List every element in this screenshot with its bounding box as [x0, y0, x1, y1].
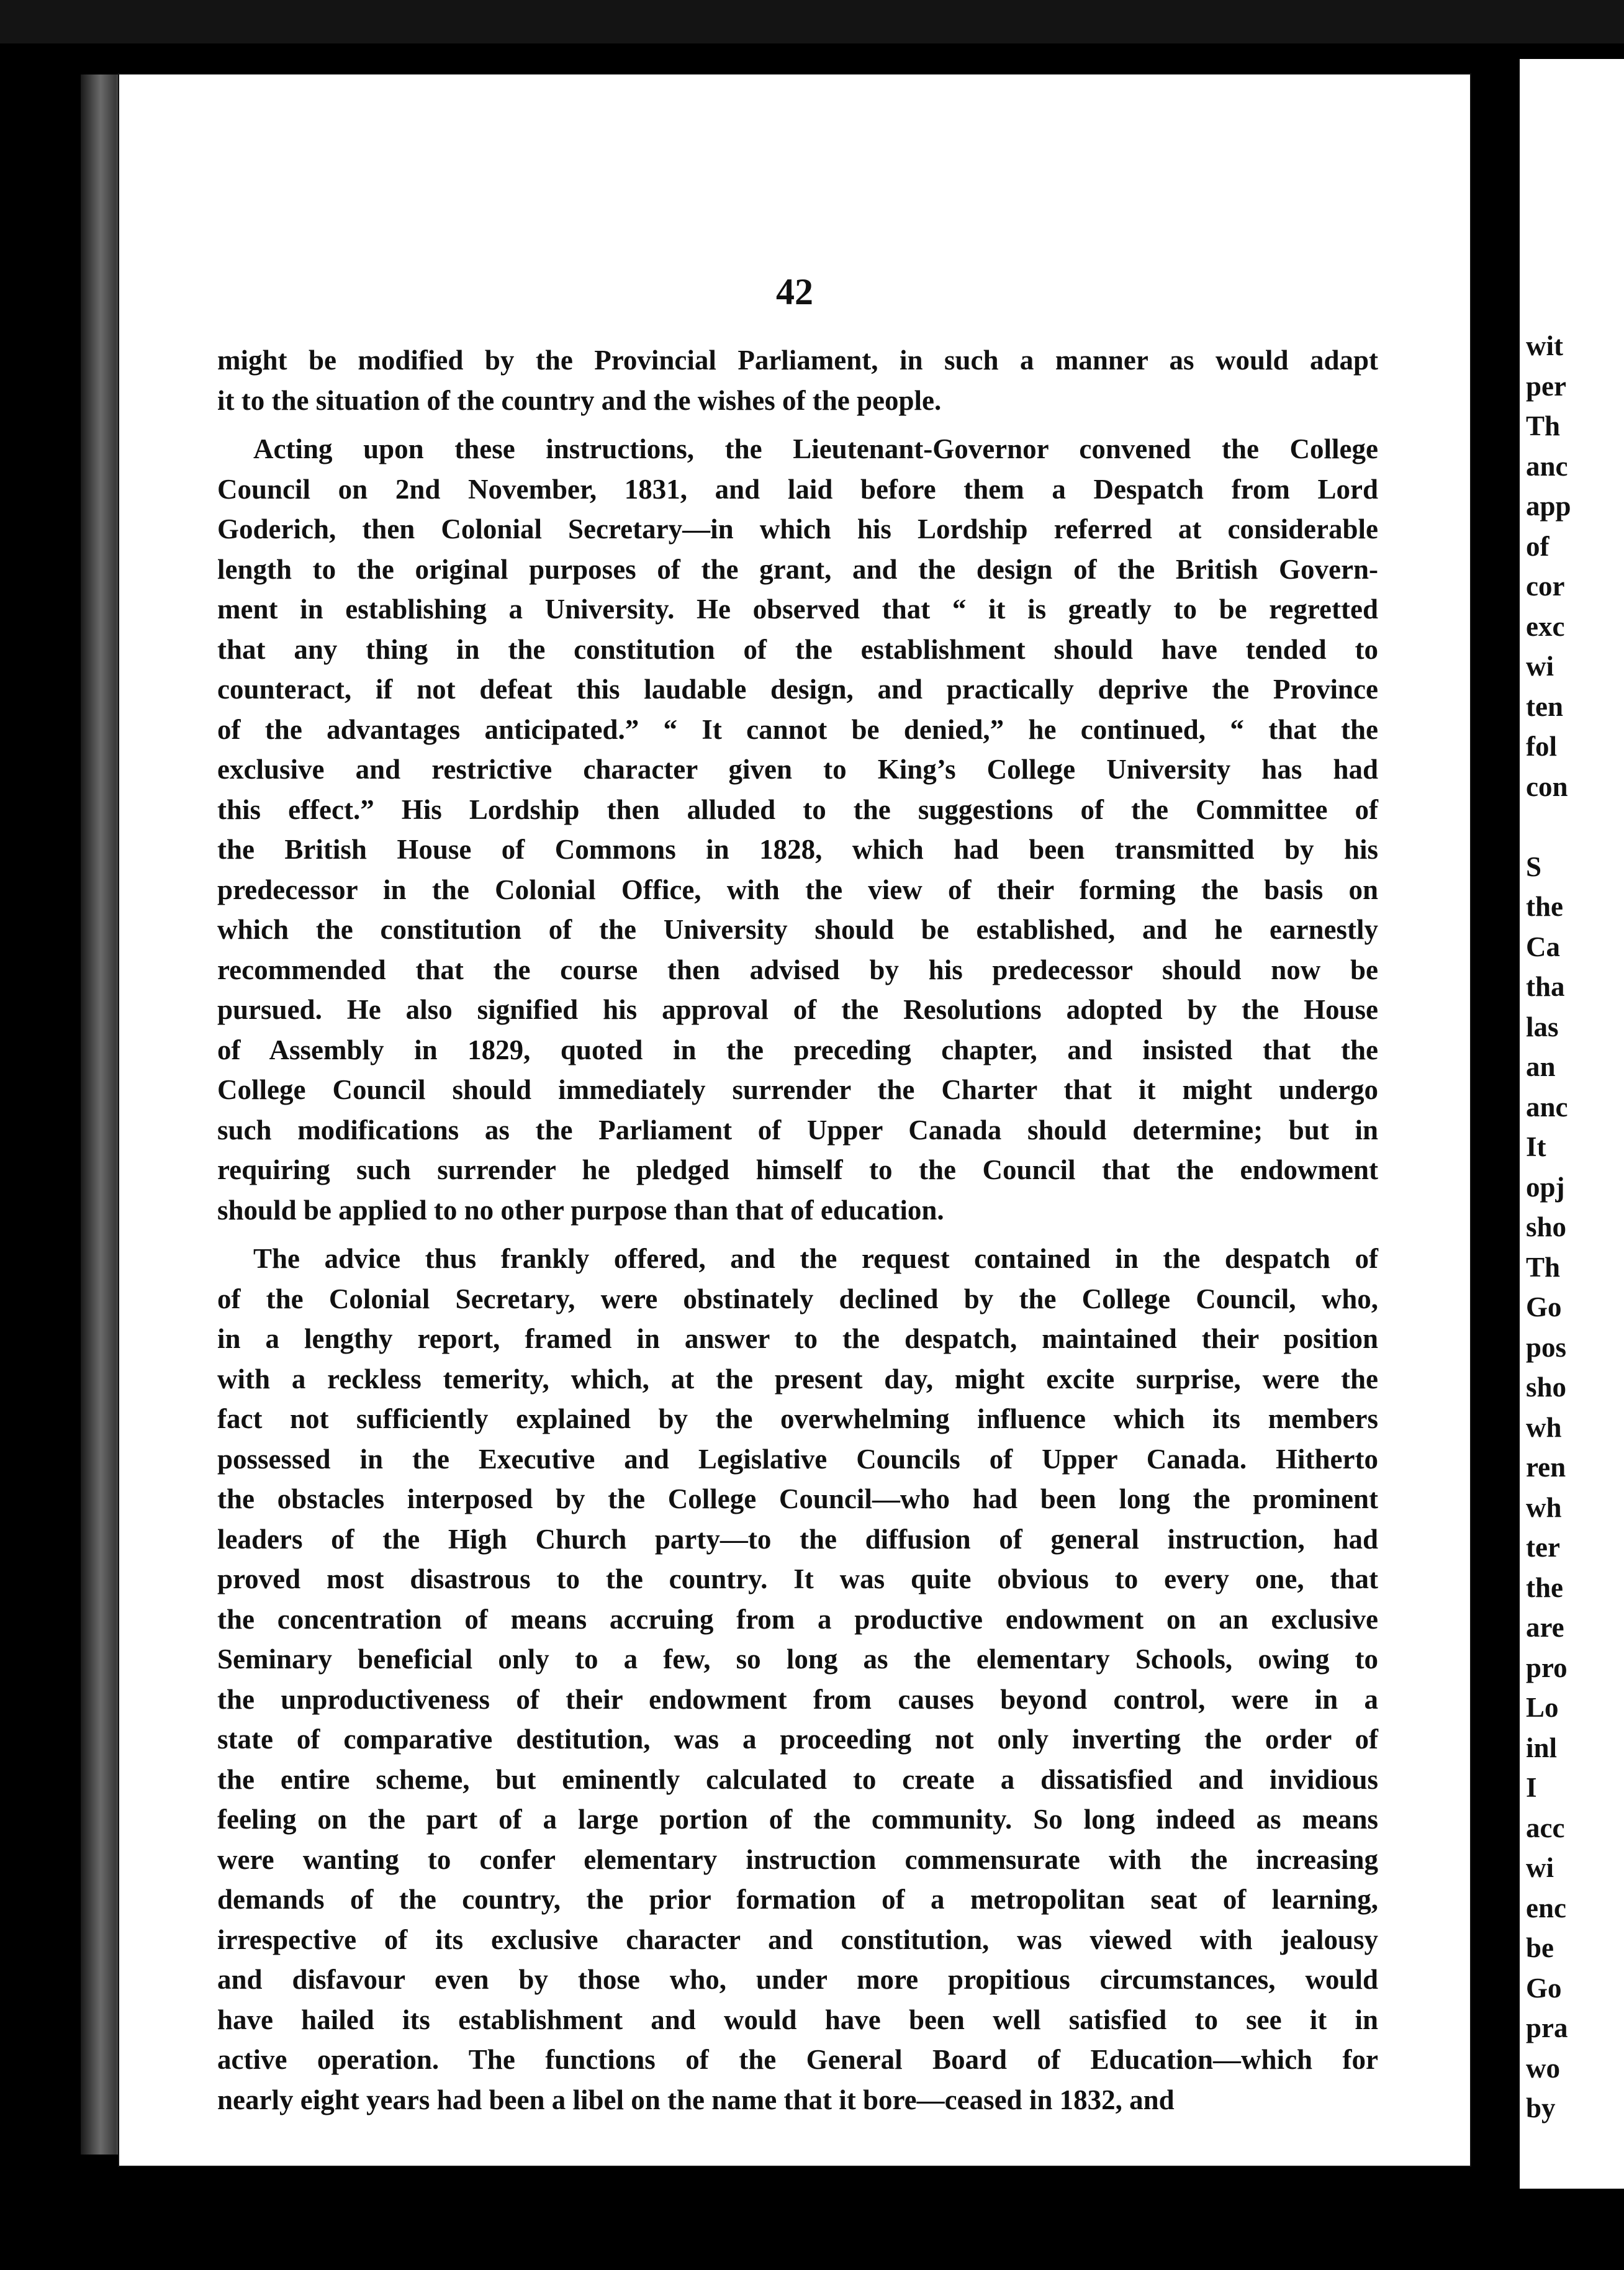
right-page-edge [1520, 59, 1624, 2189]
right-page-fragment: opj [1526, 1171, 1565, 1203]
right-page-fragment: wit [1526, 330, 1563, 361]
text-line: requiring such surrender he pledged himself to the Council that the endowment [217, 1154, 1378, 1185]
right-page-fragment: Go [1526, 1972, 1562, 2004]
text-line: fact not sufficiently explained by the overwhelming influence which its members [217, 1403, 1378, 1434]
text-line: that any thing in the constitution of the establishment should have tended to [217, 633, 1378, 665]
text-line: proved most disastrous to the country. It was quite obvious to every one, that [217, 1563, 1378, 1594]
right-page-fragment: the [1526, 891, 1563, 922]
text-line: in a lengthy report, framed in answer to the despatch, maintained their position [217, 1323, 1378, 1354]
right-page-fragment: Go [1526, 1291, 1562, 1323]
text-line: it to the situation of the country and the wishes of the people. [217, 384, 942, 416]
right-page-fragment: of [1526, 530, 1550, 562]
right-page-fragment: anc [1526, 450, 1568, 482]
paragraph [217, 429, 1378, 1230]
right-page-fragment: exc [1526, 610, 1565, 642]
text-line: such modifications as the Parliament of Upper Canada should determine; but in [217, 1114, 1378, 1146]
right-page-fragment: are [1526, 1612, 1564, 1643]
text-line: pursued. He also signified his approval of the Resolutions adopted by the House [217, 994, 1378, 1025]
right-page-fragment: by [1526, 2092, 1556, 2123]
text-line: Acting upon these instructions, the Lieutenant-Governor convened the College [253, 433, 1378, 464]
right-page-fragment: an [1526, 1051, 1556, 1082]
text-line: should be applied to no other purpose than that of education. [217, 1194, 944, 1226]
text-line: of the Colonial Secretary, were obstinately declined by the College Council, who, [217, 1283, 1378, 1314]
text-line: leaders of the High Church party—to the diffusion of general instruction, had [217, 1523, 1378, 1555]
right-page-fragment: be [1526, 1932, 1554, 1963]
right-page-fragment: acc [1526, 1812, 1565, 1843]
right-page-fragment: las [1526, 1011, 1559, 1042]
text-line: possessed in the Executive and Legislative Councils of Upper Canada. Hitherto [217, 1443, 1378, 1475]
text-line: which the constitution of the University should be established, and he earnestly [217, 914, 1378, 945]
right-page-fragment: S [1526, 851, 1542, 882]
right-page-fragment: Th [1526, 1251, 1561, 1283]
page-number: 42 [776, 271, 813, 312]
right-page-fragment: app [1526, 491, 1571, 522]
text-line: predecessor in the Colonial Office, with the view of their forming the basis on [217, 874, 1378, 905]
right-page-fragment: fol [1526, 731, 1557, 762]
text-line: irrespective of its exclusive character and constitution, was viewed with jealousy [217, 1924, 1378, 1955]
right-page-fragment: cor [1526, 571, 1565, 602]
right-page-fragment: pos [1526, 1331, 1567, 1363]
text-line: have hailed its establishment and would have been well satisfied to see it in [217, 2004, 1378, 2035]
right-page-fragment: the [1526, 1571, 1563, 1603]
text-line: active operation. The functions of the General Board of Education—which for [217, 2044, 1378, 2075]
text-line: were wanting to confer elementary instruction commensurate with the increasing [217, 1843, 1378, 1875]
right-page-fragment: pra [1526, 2012, 1568, 2043]
text-line: ment in establishing a University. He observed that “ it is greatly to be regretted [217, 594, 1378, 625]
paragraph [217, 340, 1378, 420]
right-page-fragment: per [1526, 370, 1566, 402]
text-line: with a reckless temerity, which, at the present day, might excite surprise, were the [217, 1363, 1378, 1395]
text-line: the concentration of means accruing from a productive endowment on an exclusive [217, 1603, 1378, 1635]
right-page-fragment: wo [1526, 2052, 1560, 2084]
right-page-fragment: wh [1526, 1491, 1562, 1523]
text-line: counteract, if not defeat this laudable design, and practically deprive the Province [217, 674, 1378, 705]
right-page-fragment: wi [1526, 1852, 1554, 1883]
right-page-fragment: Th [1526, 410, 1561, 441]
text-line: feeling on the part of a large portion of the community. So long indeed as means [217, 1804, 1378, 1835]
text-line: the entire scheme, but eminently calculated to create a dissatisfied and invidious [217, 1763, 1378, 1795]
right-page-fragment: anc [1526, 1091, 1568, 1123]
text-line: might be modified by the Provincial Parliament, in such a manner as would adapt [217, 345, 1378, 376]
text-line: recommended that the course then advised by his predecessor should now be [217, 954, 1378, 985]
right-page-fragment: wi [1526, 651, 1554, 682]
text-line: Seminary beneficial only to a few, so long as the elementary Schools, owing to [217, 1644, 1378, 1675]
text-line: of the advantages anticipated.” “ It cannot be denied,” he continued, “ that the [217, 713, 1378, 745]
body-text [217, 340, 1378, 2128]
text-line: nearly eight years had been a libel on the name that it bore—ceased in 1832, and [217, 2084, 1175, 2115]
text-line: Council on 2nd November, 1831, and laid before them a Despatch from Lord [217, 473, 1378, 505]
right-page-fragment: sho [1526, 1372, 1567, 1403]
right-page-fragment: con [1526, 771, 1568, 802]
right-page-fragment: Lo [1526, 1692, 1559, 1723]
text-line: of Assembly in 1829, quoted in the preceding chapter, and insisted that the [217, 1034, 1378, 1065]
right-page-fragment: ten [1526, 690, 1563, 722]
right-page-fragment: ren [1526, 1452, 1566, 1483]
right-page-fragment: inl [1526, 1732, 1558, 1763]
right-page-fragment: pro [1526, 1652, 1568, 1683]
right-page-fragment: Ca [1526, 931, 1560, 962]
text-line: this effect.” His Lordship then alluded to the suggestions of the Committee of [217, 794, 1378, 825]
right-page-fragment: tha [1526, 971, 1565, 1002]
text-line: demands of the country, the prior formation of a metropolitan seat of learning, [217, 1884, 1378, 1915]
text-line: the unproductiveness of their endowment from causes beyond control, were in a [217, 1683, 1378, 1715]
text-line: Goderich, then Colonial Secretary—in which his Lordship referred at considerable [217, 513, 1378, 545]
paragraph [217, 1239, 1378, 2120]
text-line: exclusive and restrictive character given to King’s College University has had [217, 754, 1378, 785]
right-page-fragment: enc [1526, 1892, 1566, 1924]
text-line: state of comparative destitution, was a proceeding not only inverting the order of [217, 1724, 1378, 1755]
text-line: The advice thus frankly offered, and the request contained in the despatch of [253, 1243, 1378, 1274]
right-page-fragment: ter [1526, 1532, 1560, 1563]
right-page-text-fragments [1526, 326, 1624, 2128]
right-page-fragment [1526, 807, 1624, 847]
text-line: length to the original purposes of the grant, and the design of the British Govern- [217, 553, 1378, 585]
right-page-fragment: sho [1526, 1211, 1567, 1242]
text-line: and disfavour even by those who, under more propitious circumstances, would [217, 1964, 1378, 1995]
scan-top-edge [0, 0, 1624, 43]
right-page-fragment: I [1526, 1772, 1537, 1803]
text-line: the British House of Commons in 1828, which had been transmitted by his [217, 834, 1378, 865]
text-line: College Council should immediately surrender the Charter that it might undergo [217, 1074, 1378, 1105]
left-page [118, 73, 1471, 2167]
right-page-fragment: It [1526, 1131, 1546, 1162]
right-page-fragment: wh [1526, 1411, 1562, 1443]
text-line: the obstacles interposed by the College Council—who had been long the prominent [217, 1483, 1378, 1514]
